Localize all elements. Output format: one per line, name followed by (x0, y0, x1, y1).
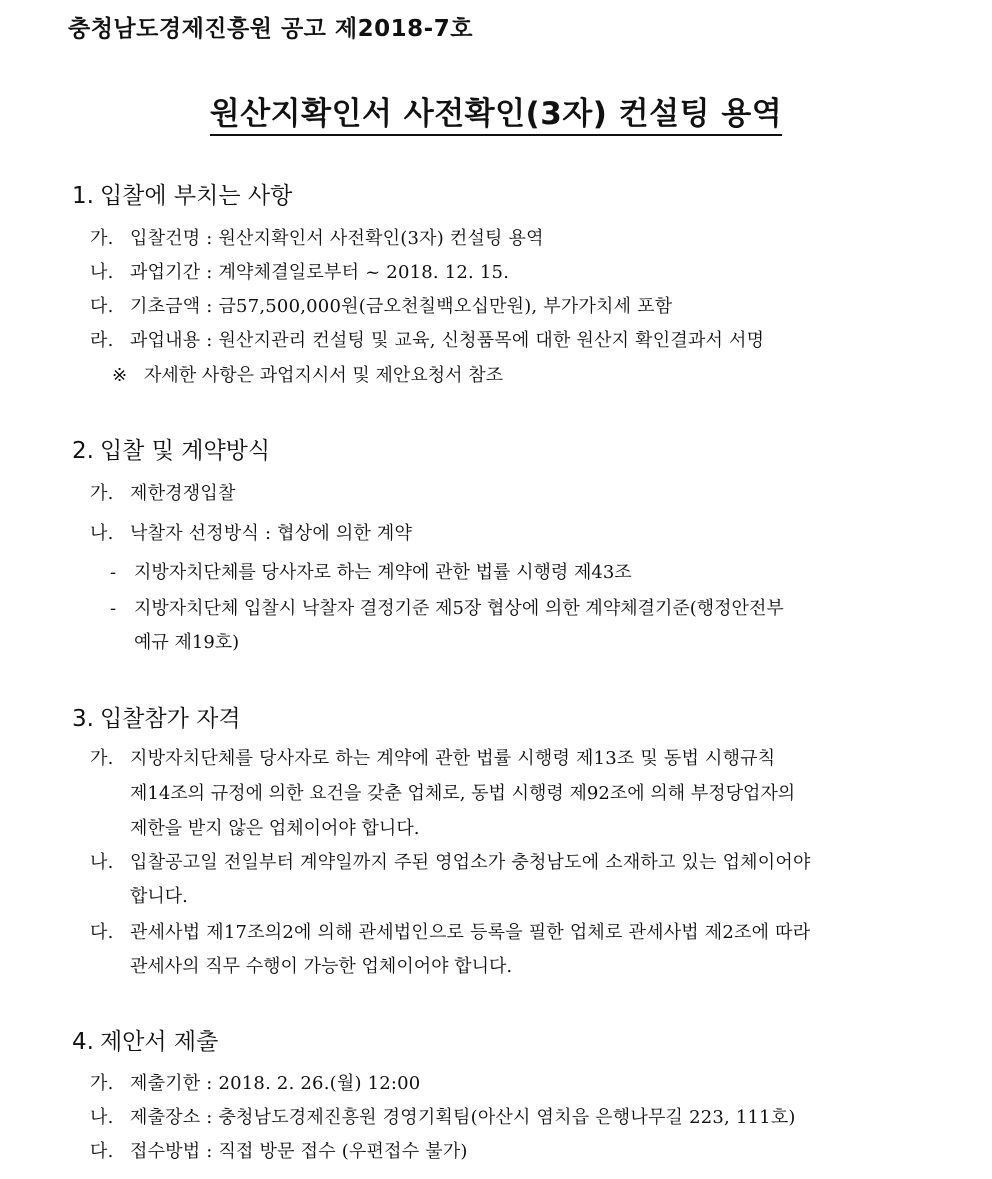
document-title-text: 원산지확인서 사전확인(3자) 컨설팅 용역 (210, 96, 782, 136)
note-reference-mark: ※ (112, 365, 128, 386)
sub-item-text: 지방자치단체를 당사자로 하는 계약에 관한 법률 시행령 제43조 (134, 562, 632, 583)
item-marker: 다. (90, 922, 114, 943)
sub-item-dash: - (110, 598, 117, 619)
item-marker: 나. (90, 262, 114, 283)
note-text: 자세한 사항은 과업지시서 및 제안요청서 참조 (144, 365, 503, 386)
section-1-title: 입찰에 부치는 사항 (99, 183, 293, 209)
item-text: 과업기간 : 계약체결일로부터 ~ 2018. 12. 15. (130, 262, 510, 283)
s3-item-ga (90, 746, 775, 772)
item-text: 기초금액 : 금57,500,000원(금오천칠백오십만원), 부가가치세 포함 (130, 296, 673, 317)
section-1-number: 1. (72, 183, 94, 209)
s1-item-na (90, 260, 509, 286)
notice-number: 충청남도경제진흥원 공고 제2018-7호 (68, 16, 473, 42)
item-marker: 다. (90, 1141, 114, 1162)
section-3-number: 3. (72, 706, 94, 732)
section-4-heading (72, 1023, 218, 1056)
item-text: 관세사법 제17조의2에 의해 관세법인으로 등록을 필한 업체로 관세사법 제2조에 따라 (130, 922, 811, 943)
s2-item-na (90, 521, 412, 547)
section-4-title: 제안서 제출 (99, 1029, 219, 1055)
item-text: 지방자치단체를 당사자로 하는 계약에 관한 법률 시행령 제13조 및 동법 시행규칙 (130, 748, 776, 769)
s4-item-da (90, 1139, 468, 1165)
document-title (0, 88, 992, 133)
s1-item-ga (90, 226, 544, 252)
s3-item-na (90, 850, 811, 876)
item-marker: 가. (90, 1073, 114, 1094)
item-marker: 나. (90, 523, 114, 544)
s1-note (112, 363, 503, 389)
item-marker: 가. (90, 748, 114, 769)
sub-item-text: 지방자치단체 입찰시 낙찰자 결정기준 제5장 협상에 의한 계약체결기준(행정안전부 (134, 598, 784, 619)
item-marker: 나. (90, 1107, 114, 1128)
s4-item-na (90, 1105, 796, 1131)
item-text: 입찰건명 : 원산지확인서 사전확인(3자) 컨설팅 용역 (130, 228, 544, 249)
s1-item-ra (90, 328, 764, 354)
item-marker: 가. (90, 228, 114, 249)
s4-item-ga (90, 1071, 420, 1097)
item-text: 제출장소 : 충청남도경제진흥원 경영기획팀(아산시 염치읍 은행나무길 223, 111호) (130, 1107, 796, 1128)
item-marker: 라. (90, 330, 114, 351)
item-text: 입찰공고일 전일부터 계약일까지 주된 영업소가 충청남도에 소재하고 있는 업체이어야 (130, 852, 811, 873)
item-marker: 다. (90, 296, 114, 317)
s2-sub-item-1 (110, 560, 632, 586)
section-2-heading (72, 432, 270, 465)
item-marker: 나. (90, 852, 114, 873)
section-3-heading (72, 700, 241, 733)
sub-item-dash: - (110, 562, 117, 583)
item-marker: 가. (90, 483, 114, 504)
s3-item-ga-line-2: 제14조의 규정에 의한 요건을 갖춘 업체로, 동법 시행령 제92조에 의해 부정당업자의 (130, 783, 796, 804)
s2-sub-item-2-continuation: 예규 제19호) (134, 632, 240, 653)
item-text: 낙찰자 선정방식 : 협상에 의한 계약 (130, 523, 413, 544)
s2-sub-item-2 (110, 596, 784, 622)
s3-item-da-line-2: 관세사의 직무 수행이 가능한 업체이어야 합니다. (130, 956, 513, 977)
section-2-title: 입찰 및 계약방식 (99, 438, 271, 464)
section-1-heading (72, 177, 292, 210)
s1-item-da (90, 294, 672, 320)
s3-item-na-line-2: 합니다. (130, 886, 188, 907)
section-2-number: 2. (72, 438, 94, 464)
item-text: 과업내용 : 원산지관리 컨설팅 및 교육, 신청품목에 대한 원산지 확인결과서 서명 (130, 330, 765, 351)
item-text: 제한경쟁입찰 (130, 483, 236, 504)
s3-item-ga-line-3: 제한을 받지 않은 업체이어야 합니다. (130, 818, 420, 839)
s3-item-da (90, 920, 810, 946)
item-text: 접수방법 : 직접 방문 접수 (우편접수 불가) (130, 1141, 468, 1162)
item-text: 제출기한 : 2018. 2. 26.(월) 12:00 (130, 1073, 421, 1094)
section-3-title: 입찰참가 자격 (99, 706, 241, 732)
s2-item-ga (90, 481, 236, 507)
section-4-number: 4. (72, 1029, 94, 1055)
